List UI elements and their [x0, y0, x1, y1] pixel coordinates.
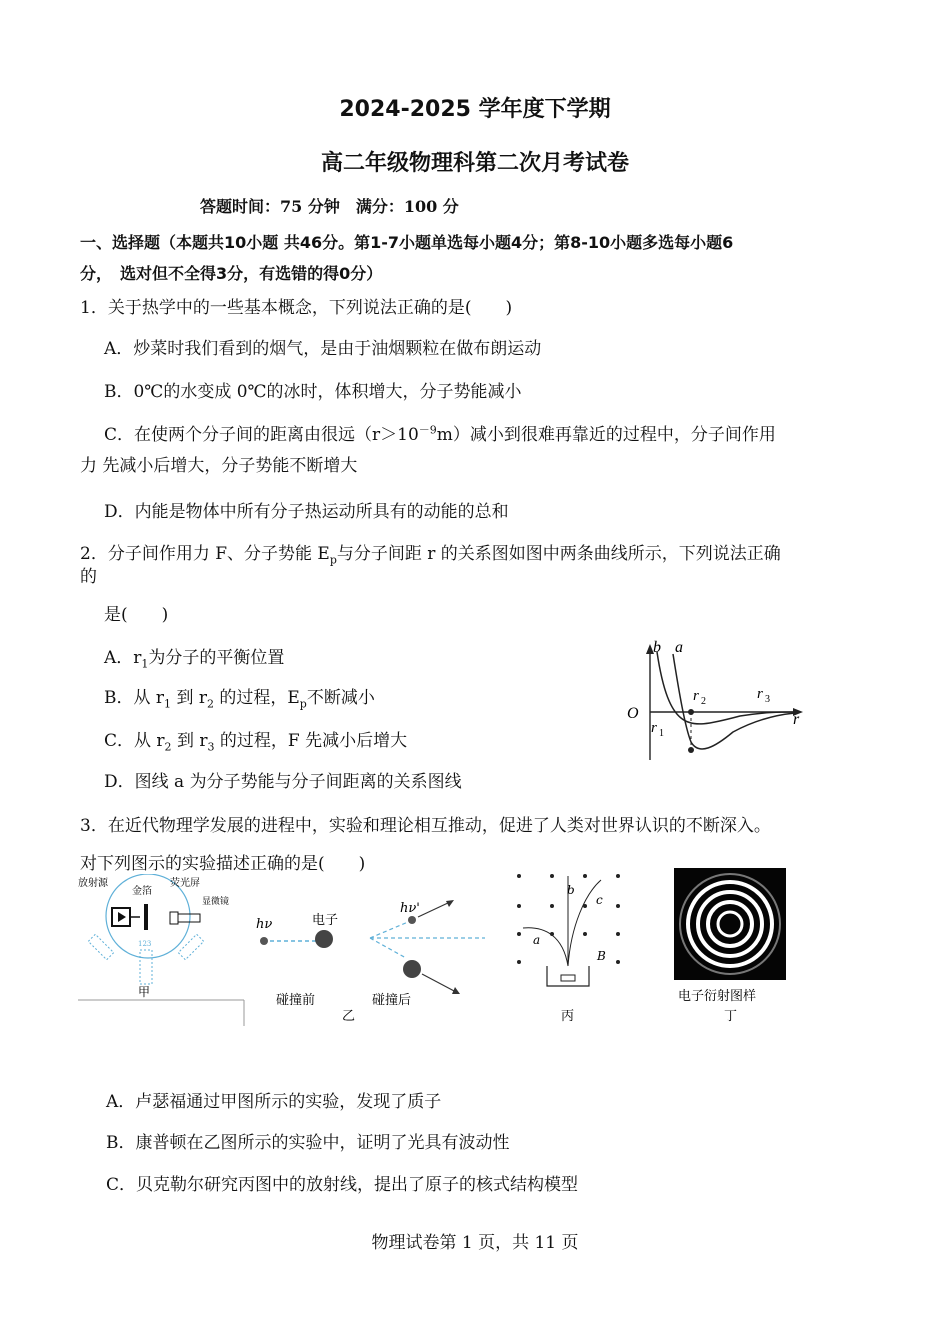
label-after: 碰撞后 — [372, 993, 412, 1008]
track-a — [523, 928, 568, 966]
fig-jia-alpha-scattering — [78, 874, 248, 1026]
q2-b-sub1: 1 — [164, 697, 172, 711]
q3-option-a: A．卢瑟福通过甲图所示的实验，发现了质子 — [106, 1092, 442, 1112]
q2-option-a — [104, 643, 284, 670]
label-screen: 荧光屏 — [170, 878, 200, 889]
q2-force-energy-graph — [615, 632, 810, 762]
q1-option-c-line1 — [104, 420, 776, 445]
q2-stem-pre: 2．分子间作用力 F、分子势能 E — [80, 544, 330, 564]
q3-stem-line2: 对下列图示的实验描述正确的是( ) — [80, 854, 366, 874]
scatter-photon-path — [370, 922, 408, 938]
q1-c-sup: －9 — [418, 423, 437, 437]
label-r2-sub: 2 — [701, 696, 706, 707]
q3-option-c: C．贝克勒尔研究丙图中的放射线，提出了原子的核式结构模型 — [106, 1175, 579, 1195]
label-hv-prime: hν' — [400, 901, 420, 916]
q2-c-sub2: 3 — [207, 740, 215, 754]
q2-a-sub: 1 — [141, 657, 149, 671]
screen — [170, 912, 178, 924]
label-microscope: 显微镜 — [202, 897, 230, 907]
label-c: c — [596, 893, 603, 907]
label-diffraction: 电子衍射图样 — [678, 989, 757, 1004]
label-electron: 电子 — [312, 913, 339, 928]
q3-option-b: B．康普顿在乙图所示的实验中，证明了光具有波动性 — [106, 1133, 510, 1153]
q1-c-post: m）减小到很难再靠近的过程中，分子间作用 — [436, 425, 776, 445]
scatter-electron-path — [370, 938, 406, 958]
page-footer: 物理试卷第 1 页，共 11 页 — [371, 1233, 579, 1253]
point-min — [688, 747, 694, 753]
label-r1: r — [651, 720, 657, 736]
q1-option-d: D．内能是物体中所有分子热运动所具有的动能的总和 — [104, 502, 509, 522]
q2-b-sub2: 2 — [206, 697, 214, 711]
q2-stem-post: 与分子间距 r 的关系图如图中两条曲线所示，下列说法正确 — [336, 544, 781, 564]
photon-before — [260, 937, 268, 945]
q2-option-c — [104, 726, 407, 753]
q1-option-a: A．炒菜时我们看到的烟气，是由于油烟颗粒在做布朗运动 — [104, 339, 542, 359]
label-before: 碰撞前 — [276, 993, 316, 1008]
time-info: 答题时间：75 分钟 满分：100 分 — [200, 197, 459, 216]
q2-c-post: 的过程，F 先减小后增大 — [219, 731, 408, 751]
label-b: b — [653, 639, 661, 656]
q2-stem-line1 — [80, 539, 781, 566]
q2-a-post: 为分子的平衡位置 — [148, 648, 285, 668]
source-sample — [561, 975, 575, 981]
fig-yi-compton — [250, 896, 490, 1026]
detector-bottom — [140, 950, 152, 984]
label-hv: hν — [256, 917, 273, 932]
section-heading-line1: 一、选择题（本题共10小题 共46分。第1-7小题单选每小题4分；第8-10小题多选每小题6 — [80, 233, 734, 252]
microscope-tube — [178, 914, 200, 922]
label-foil: 金箔 — [132, 886, 152, 897]
photon-after-arrow — [418, 902, 450, 917]
electron-before — [315, 930, 333, 948]
label-origin: O — [627, 705, 639, 722]
year-title: 2024-2025 学年度下学期 — [339, 97, 611, 122]
q2-option-b — [104, 683, 375, 710]
fig-ding-diffraction — [670, 866, 790, 1026]
label-b: b — [567, 883, 575, 897]
fig-bing-radiation — [505, 866, 635, 1028]
section-heading-line2: 分， 选对但不全得3分，有选错的得0分） — [80, 264, 383, 283]
q2-b-pre: B．从 r — [104, 688, 165, 708]
q2-stem-sub: p — [329, 553, 337, 567]
q1-c-pre: C．在使两个分子间的距离由很远（r＞10 — [104, 425, 419, 445]
q1-option-b: B．0℃的水变成 0℃的冰时，体积增大，分子势能减小 — [104, 382, 522, 402]
detector-right — [178, 934, 203, 959]
label-a: a — [533, 933, 541, 947]
point-r2 — [688, 709, 694, 715]
caption-ding: 丁 — [724, 1009, 738, 1024]
label-a: a — [675, 639, 683, 656]
label-B: B — [597, 949, 606, 963]
q2-b-mid2: 的过程，E — [219, 688, 300, 708]
label-r2: r — [693, 688, 699, 704]
label-r3: r — [757, 686, 763, 702]
q2-stem-line3: 是( ) — [104, 605, 169, 625]
q1-stem: 1．关于热学中的一些基本概念，下列说法正确的是( ) — [80, 298, 513, 318]
curve-a — [673, 654, 795, 749]
detector-left — [88, 934, 113, 959]
q2-stem-line2: 的 — [80, 567, 97, 587]
q2-a-pre: A．r — [104, 648, 142, 668]
q2-b-sub3: p — [299, 697, 307, 711]
gold-foil — [144, 904, 148, 930]
q1-option-c-line2: 力 先减小后增大，分子势能不断增大 — [80, 456, 358, 476]
exam-title: 高二年级物理科第二次月考试卷 — [320, 151, 629, 176]
lead-box — [547, 966, 589, 986]
q2-b-mid: 到 r — [176, 688, 207, 708]
caption-bing: 丙 — [561, 1009, 575, 1024]
q2-c-sub1: 2 — [164, 740, 172, 754]
diffraction-background — [674, 868, 786, 980]
caption-yi: 乙 — [342, 1009, 356, 1024]
q2-option-d: D．图线 a 为分子势能与分子间距离的关系图线 — [104, 772, 462, 792]
q3-stem-line1: 3．在近代物理学发展的进程中，实验和理论相互推动，促进了人类对世界认识的不断深入。 — [80, 816, 771, 836]
label-source: 放射源 — [78, 878, 108, 889]
photon-after — [408, 916, 416, 924]
label-r-axis: r — [793, 711, 800, 728]
curve-b — [657, 652, 795, 724]
caption-jia: 甲 — [138, 985, 151, 999]
label-r3-sub: 3 — [765, 694, 770, 705]
electron-after — [403, 960, 421, 978]
q2-b-post: 不断减小 — [306, 688, 375, 708]
q2-c-pre: C．从 r — [104, 731, 165, 751]
label-nums: 123 — [138, 940, 152, 948]
label-r1-sub: 1 — [659, 728, 664, 739]
q2-c-mid: 到 r — [176, 731, 208, 751]
source-arrow — [118, 912, 126, 922]
electron-after-arrow — [422, 974, 456, 992]
